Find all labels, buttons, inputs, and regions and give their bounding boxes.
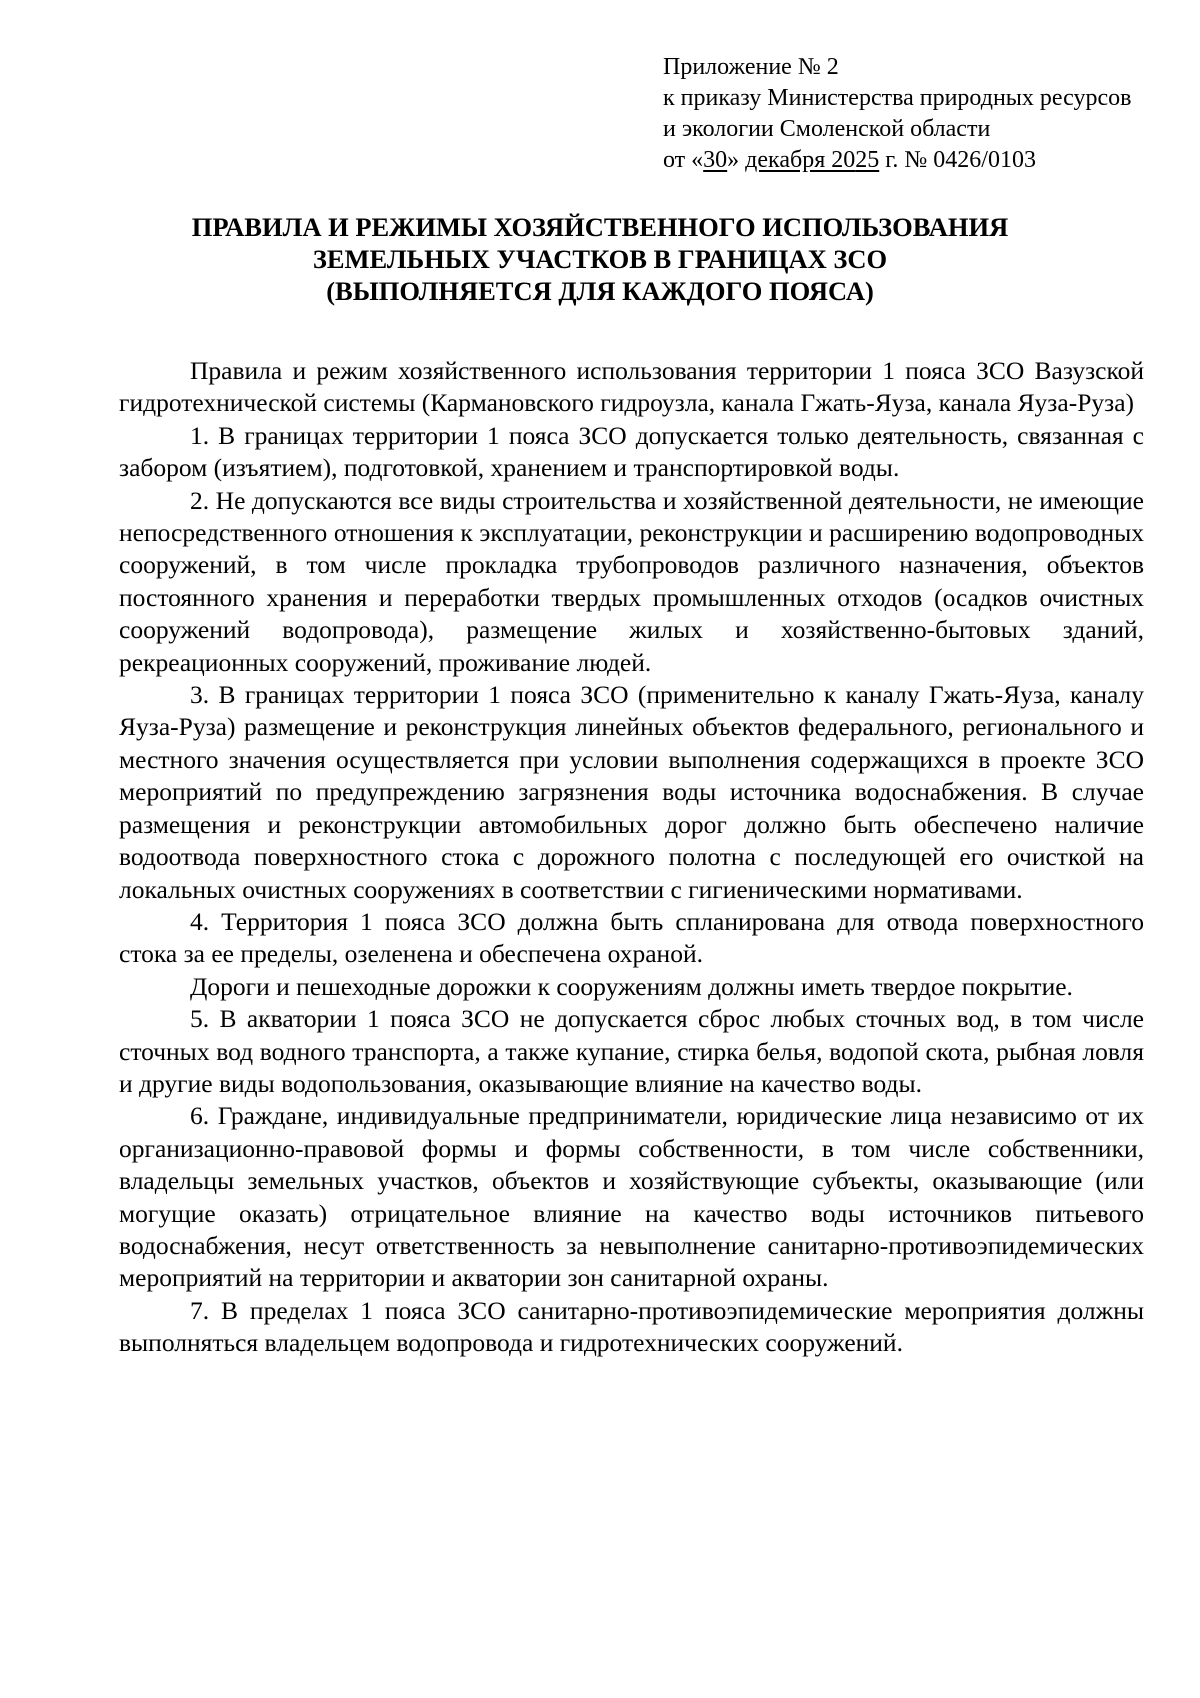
annex-header [663,52,1183,176]
intro-paragraph: Правила и режим хозяйственного использования территории 1 пояса ЗСО Вазузской гидротехнической системы (Кармановского гидроузла, канала Гжать-Яуза, канала Яуза-Руза) [119,356,1144,418]
rule-item-3: 3. В границах территории 1 пояса ЗСО (применительно к каналу Гжать-Яуза, каналу Яуза-Руза) размещение и реконструкция линейных объектов федерального, регионального и местного значения осуществляется при условии выполнения содержащихся в проекте ЗСО мероприятий по предупреждению загрязнения воды источника водоснабжения. В случае размещения и реконструкции автомобильных дорог должно быть обеспечено наличие водоотвода поверхностного стока с дорожного полотна с последующей его очисткой на локальных очистных сооружениях в соответствии с гигиеническими нормативами. [119,680,1144,904]
date-year-suffix: 25 [855,147,880,173]
date-order-number: г. № 0426/0103 [879,147,1036,173]
annex-order-date [663,145,1183,176]
rule-item-4-roads: Дороги и пешеходные дорожки к сооружениям должны иметь твердое покрытие. [190,971,1073,1001]
rule-item-6: 6. Граждане, индивидуальные предприниматели, юридические лица независимо от их организационно-правовой формы и формы собственности, в том числе собственники, владельцы земельных участков, объектов и хозяйствующие субъекты, оказывающие (или могущие оказать) отрицательное влияние на качество воды источников питьевого водоснабжения, несут ответственность за невыполнение санитарно-противоэпидемических мероприятий на территории и акватории зон санитарной охраны. [119,1101,1144,1293]
title-line-3: (ВЫПОЛНЯЕТСЯ ДЛЯ КАЖДОГО ПОЯСА) [326,276,874,306]
document-title [100,211,1100,307]
rule-item-2: 2. Не допускаются все виды строительства и хозяйственной деятельности, не имеющие непосредственного отношения к эксплуатации, реконструкции и расширению водопроводных сооружений, в том числе прокладка трубопроводов различного назначения, объектов постоянного хранения и переработки твердых промышленных отходов (осадков очистных сооружений водопровода), размещение жилых и хозяйственно-бытовых зданий, рекреационных сооружений, проживание людей. [119,485,1144,677]
date-mid: » [727,147,746,173]
rule-item-4: 4. Территория 1 пояса ЗСО должна быть спланирована для отвода поверхностного стока за ее пределы, озеленена и обеспечена охраной. [119,906,1144,969]
title-line-2: ЗЕМЕЛЬНЫХ УЧАСТКОВ В ГРАНИЦАХ ЗСО [312,244,888,274]
rule-item-1: 1. В границах территории 1 пояса ЗСО допускается только деятельность, связанная с забором (изъятием), подготовкой, хранением и транспортировкой воды. [119,420,1144,483]
annex-order-reference: к приказу Министерства природных ресурсов [663,85,1132,111]
rule-item-5: 5. В акватории 1 пояса ЗСО не допускается сброс любых сточных вод, в том числе сточных вод водного транспорта, а также купание, стирка белья, водопой скота, рыбная ловля и другие виды водопользования, оказывающие влияние на качество воды. [119,1004,1144,1098]
annex-ministry-name: и экологии Смоленской области [663,116,991,142]
date-day: 30 [703,147,728,173]
date-month: декабря 20 [745,147,856,173]
title-line-1: ПРАВИЛА И РЕЖИМЫ ХОЗЯЙСТВЕННОГО ИСПОЛЬЗОВАНИЯ [191,212,1009,242]
document-body [119,355,1144,1360]
rule-item-7: 7. В пределах 1 пояса ЗСО санитарно-противоэпидемические мероприятия должны выполняться владельцем водопровода и гидротехнических сооружений. [119,1295,1144,1358]
date-prefix: от « [663,147,704,173]
annex-number: Приложение № 2 [663,54,839,80]
